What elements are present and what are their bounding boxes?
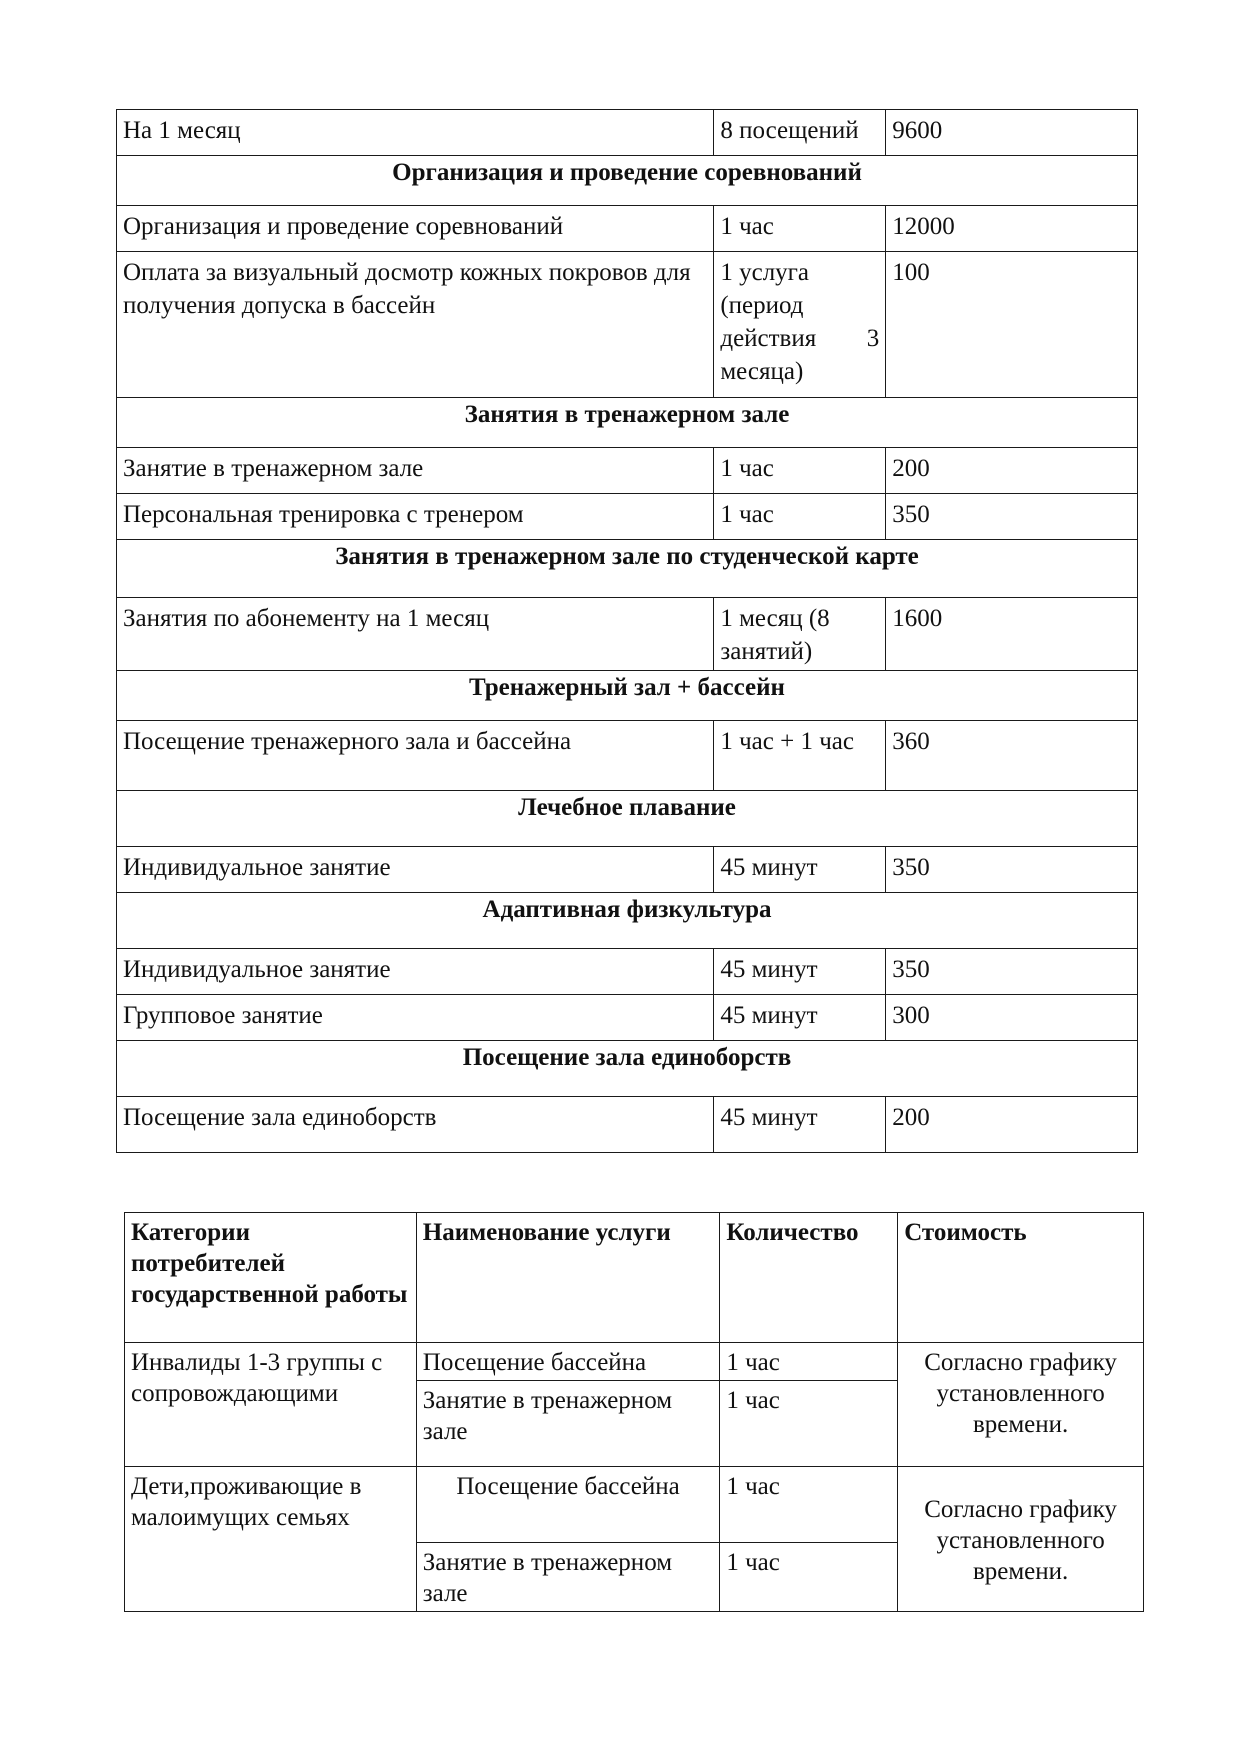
table-row — [125, 1467, 1144, 1543]
service-price: 12000 — [886, 206, 1138, 252]
service-unit: 1 месяц (8 занятий) — [714, 598, 886, 671]
table-row — [117, 206, 1138, 252]
section-row — [117, 156, 1138, 206]
service-unit: 8 посещений — [714, 110, 886, 156]
service-price: 200 — [886, 1097, 1138, 1153]
section-title: Занятия в тренажерном зале — [117, 398, 1138, 448]
price-table — [116, 109, 1138, 1153]
service-unit: 45 минут — [714, 847, 886, 893]
section-title: Посещение зала единоборств — [117, 1041, 1138, 1097]
service-price: 350 — [886, 847, 1138, 893]
section-title: Организация и проведение соревнований — [117, 156, 1138, 206]
service-unit: 45 минут — [714, 949, 886, 995]
service-cell: Занятие в тренажерном зале — [416, 1543, 720, 1612]
header-quantity: Количество — [720, 1213, 898, 1343]
table-row — [117, 995, 1138, 1041]
table-row — [117, 252, 1138, 398]
section-title: Тренажерный зал + бассейн — [117, 671, 1138, 721]
unit-line: месяца) — [720, 358, 804, 385]
service-name: Посещение зала единоборств — [117, 1097, 714, 1153]
quantity-cell: 1 час — [720, 1467, 898, 1543]
service-name: Персональная тренировка с тренером — [117, 494, 714, 540]
service-unit: 45 минут — [714, 1097, 886, 1153]
table-row — [117, 448, 1138, 494]
service-price: 360 — [886, 721, 1138, 791]
service-name: На 1 месяц — [117, 110, 714, 156]
service-unit: 1 час — [714, 448, 886, 494]
service-unit: 1 час — [714, 494, 886, 540]
table-row — [117, 494, 1138, 540]
category-cell: Инвалиды 1-3 группы с сопровождающими — [125, 1343, 417, 1467]
quantity-cell: 1 час — [720, 1343, 898, 1381]
section-title: Лечебное плавание — [117, 791, 1138, 847]
service-name: Групповое занятие — [117, 995, 714, 1041]
service-name: Оплата за визуальный досмотр кожных покровов для получения допуска в бассейн — [117, 252, 714, 398]
unit-line: действия 3 — [720, 325, 880, 352]
section-title: Занятия в тренажерном зале по студенческой карте — [117, 540, 1138, 598]
cost-cell: Согласно графику установленного времени. — [898, 1343, 1144, 1467]
service-name: Индивидуальное занятие — [117, 949, 714, 995]
service-name: Посещение тренажерного зала и бассейна — [117, 721, 714, 791]
section-row — [117, 1041, 1138, 1097]
service-unit: 1 час + 1 час — [714, 721, 886, 791]
table-row — [117, 949, 1138, 995]
unit-line: 1 услуга — [720, 259, 810, 286]
service-price: 1600 — [886, 598, 1138, 671]
table-row — [117, 721, 1138, 791]
service-price: 100 — [886, 252, 1138, 398]
service-cell: Посещение бассейна — [416, 1467, 720, 1543]
header-cost: Стоимость — [898, 1213, 1144, 1343]
section-title: Адаптивная физкультура — [117, 893, 1138, 949]
table-row — [125, 1343, 1144, 1381]
service-price: 300 — [886, 995, 1138, 1041]
section-row — [117, 893, 1138, 949]
table-row — [117, 1097, 1138, 1153]
category-cell: Дети,проживающие в малоимущих семьях — [125, 1467, 417, 1612]
service-price: 350 — [886, 949, 1138, 995]
section-row — [117, 540, 1138, 598]
section-row — [117, 791, 1138, 847]
cost-cell: Согласно графику установленного времени. — [898, 1467, 1144, 1612]
table-row — [117, 598, 1138, 671]
section-row — [117, 398, 1138, 448]
category-table — [124, 1212, 1144, 1612]
quantity-cell: 1 час — [720, 1381, 898, 1467]
table-row — [117, 847, 1138, 893]
service-name: Индивидуальное занятие — [117, 847, 714, 893]
service-cell: Посещение бассейна — [416, 1343, 720, 1381]
header-row — [125, 1213, 1144, 1343]
service-price: 9600 — [886, 110, 1138, 156]
service-name: Организация и проведение соревнований — [117, 206, 714, 252]
header-category: Категории потребителей государственной работы — [125, 1213, 417, 1343]
service-unit: 45 минут — [714, 995, 886, 1041]
service-price: 200 — [886, 448, 1138, 494]
service-name: Занятия по абонементу на 1 месяц — [117, 598, 714, 671]
table-row — [117, 110, 1138, 156]
service-cell: Занятие в тренажерном зале — [416, 1381, 720, 1467]
service-name: Занятие в тренажерном зале — [117, 448, 714, 494]
service-price: 350 — [886, 494, 1138, 540]
quantity-cell: 1 час — [720, 1543, 898, 1612]
unit-line: (период — [720, 292, 804, 319]
service-unit — [714, 252, 886, 398]
section-row — [117, 671, 1138, 721]
header-service: Наименование услуги — [416, 1213, 720, 1343]
service-unit: 1 час — [714, 206, 886, 252]
